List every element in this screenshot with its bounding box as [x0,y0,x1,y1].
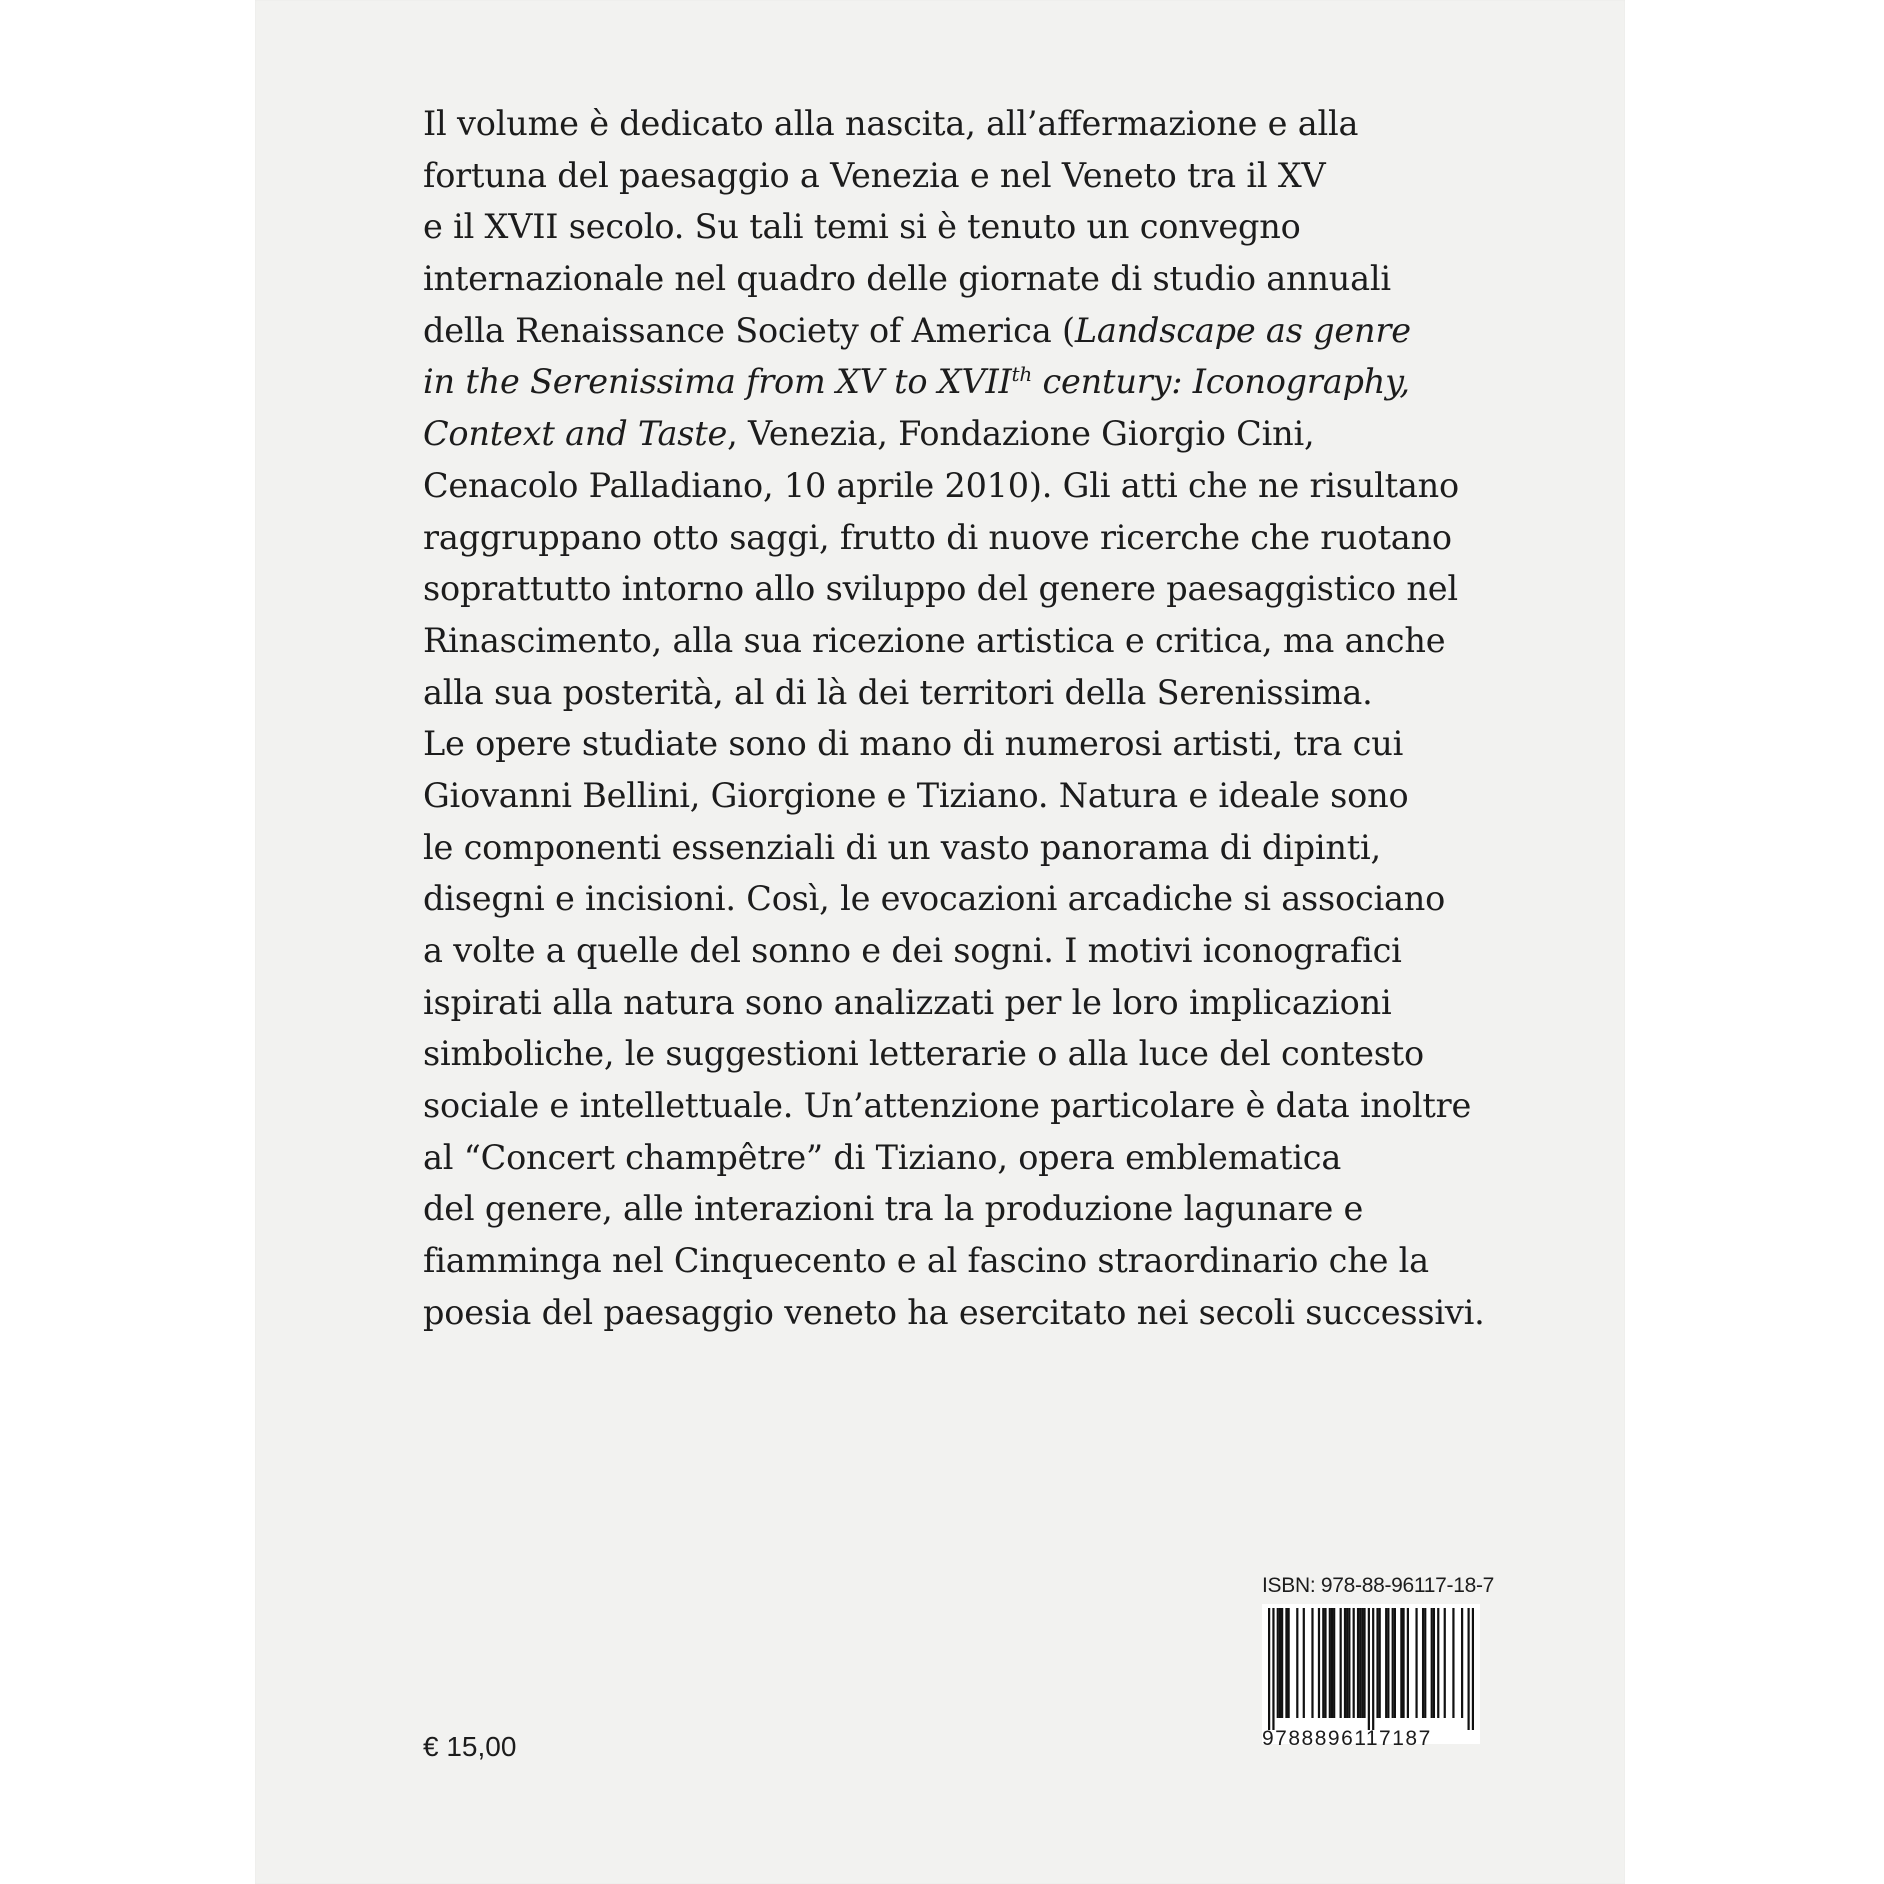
barcode-bar [1437,1608,1439,1718]
barcode-bar [1268,1608,1270,1730]
conference-title [423,362,1410,401]
blurb-line: le componenti essenziali di un vasto panorama di dipinti, [423,827,1381,867]
barcode-bar [1376,1608,1378,1718]
barcode-bar [1277,1608,1279,1718]
barcode-bar [1444,1608,1446,1718]
barcode-bar [1394,1608,1396,1718]
barcode-bar [1340,1608,1342,1718]
barcode-bar [1415,1608,1417,1718]
barcode-bar [1431,1608,1433,1718]
barcode-bar [1461,1608,1463,1718]
blurb-line: e il XVII secolo. Su tali temi si è tenuto un convegno [423,207,1301,247]
barcode-bar [1333,1608,1335,1718]
barcode-bar [1311,1608,1313,1718]
barcode-bars [1268,1608,1474,1730]
blurb-line: poesia del paesaggio veneto ha esercitato nei secoli successivi. [423,1292,1485,1332]
barcode-bar [1400,1608,1402,1718]
barcode-bar [1353,1608,1355,1718]
barcode-bar [1433,1608,1435,1718]
blurb-line: internazionale nel quadro delle giornate di studio annuali [423,259,1391,299]
barcode-bar [1363,1608,1365,1718]
barcode-bar [1359,1608,1361,1718]
blurb-text [423,98,1523,1339]
price: € 15,00 [423,1731,517,1762]
barcode-bar [1422,1608,1424,1718]
barcode-bar [1379,1608,1381,1718]
blurb-line: Cenacolo Palladiano, 10 aprile 2010). Gli atti che ne risultano [423,465,1460,505]
barcode [1262,1604,1480,1744]
barcode-bar [1368,1608,1370,1730]
barcode-bar [1472,1608,1474,1730]
barcode-bar [1344,1608,1346,1718]
blurb-line: Il volume è dedicato alla nascita, all’affermazione e alla [423,104,1359,143]
blurb-line: del genere, alle interazioni tra la produzione lagunare e [423,1189,1364,1229]
blurb-text-run: , Venezia, Fondazione Giorgio Cini, [727,414,1315,454]
blurb-line: sociale e intellettuale. Un’attenzione particolare è data inoltre [423,1086,1472,1126]
barcode-bar [1329,1608,1331,1718]
conference-title-run: century: Iconography, [1032,362,1410,402]
barcode-bar [1385,1608,1387,1718]
blurb-line: disegni e incisioni. Così, le evocazioni arcadiche si associano [423,879,1446,919]
blurb-line: a volte a quelle del sonno e dei sogni. I motivi iconografici [423,931,1402,970]
barcode-bar [1285,1608,1287,1718]
barcode-bar [1296,1608,1298,1718]
barcode-bar [1424,1608,1426,1718]
blurb-line: fiamminga nel Cinquecento e al fascino straordinario che la [423,1241,1429,1281]
barcode-bar [1387,1608,1389,1718]
barcode-bar [1467,1608,1469,1730]
blurb-line [423,408,1523,460]
barcode-bar [1348,1608,1350,1718]
blurb-line: soprattutto intorno allo sviluppo del genere paesaggistico nel [423,569,1458,609]
barcode-bar [1361,1608,1363,1718]
blurb-line: al “Concert champêtre” di Tiziano, opera emblematica [423,1137,1342,1177]
barcode-bar [1322,1608,1324,1718]
conference-title: Context and Taste [423,414,728,454]
barcode-bar [1407,1608,1409,1718]
conference-title: Landscape as genre [1074,310,1411,350]
blurb-line: raggruppano otto saggi, frutto di nuove ricerche che ruotano [423,517,1452,557]
barcode-bar [1402,1608,1404,1718]
barcode-bar [1324,1608,1326,1718]
barcode-bar [1281,1608,1283,1718]
barcode-bar [1303,1608,1305,1718]
barcode-bar [1372,1608,1374,1730]
barcode-bar [1272,1608,1274,1730]
barcode-bar [1318,1608,1320,1718]
blurb-line: simboliche, le suggestioni letterarie o alla luce del contesto [423,1034,1425,1074]
barcode-bar [1392,1608,1394,1718]
blurb-text-run: della Renaissance Society of America ( [423,310,1075,350]
barcode-digits: 9788896117187 [1262,1727,1432,1750]
barcode-bar [1452,1608,1454,1718]
blurb-line [423,305,1523,357]
blurb-line: Le opere studiate sono di mano di numerosi artisti, tra cui [423,724,1404,764]
blurb-line: alla sua posterità, al di là dei territori della Serenissima. [423,672,1373,712]
barcode-bar [1331,1608,1333,1718]
blurb-line: Giovanni Bellini, Giorgione e Tiziano. Natura e ideale sono [423,775,1409,815]
barcode-bar [1279,1608,1281,1718]
blurb-line: ispirati alla natura sono analizzati per le loro implicazioni [423,982,1392,1022]
conference-title-run: in the Serenissima from XV to XVII [423,362,1012,402]
barcode-bar [1346,1608,1348,1718]
barcode-bar [1288,1608,1290,1718]
superscript: th [1011,362,1033,387]
barcode-bar [1357,1608,1359,1718]
blurb-line: Rinascimento, alla sua ricezione artistica e critica, ma anche [423,620,1446,660]
blurb-line [423,356,1523,408]
blurb-line: fortuna del paesaggio a Venezia e nel Veneto tra il XV [423,155,1326,195]
isbn-label: ISBN: 978-88-96117-18-7 [1262,1574,1495,1597]
